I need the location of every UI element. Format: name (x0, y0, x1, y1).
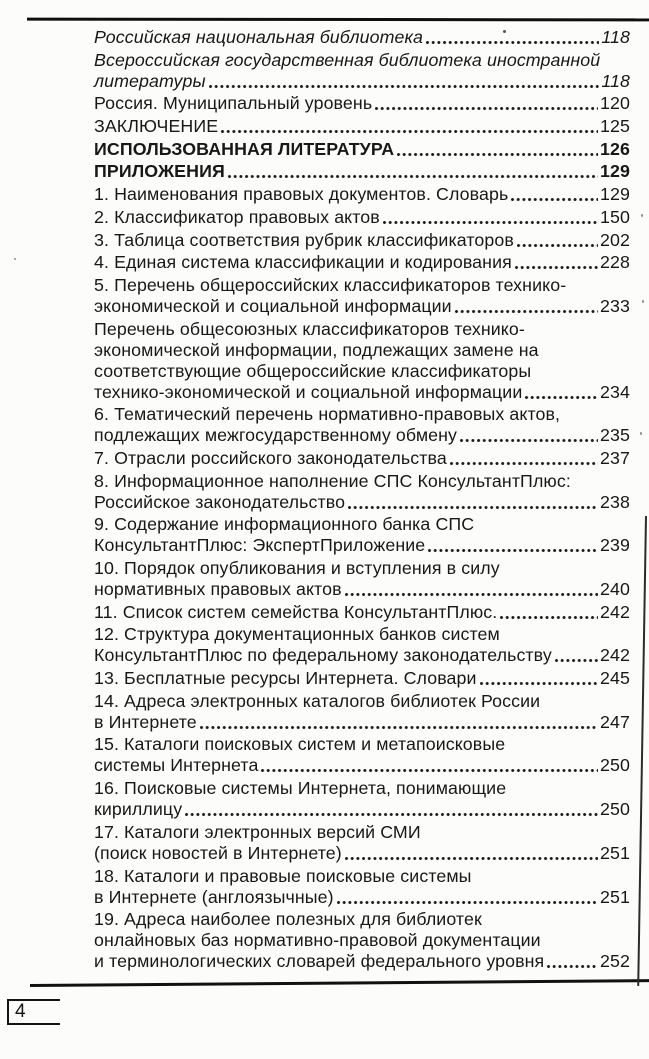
toc-entry-text: Российское законодательство (94, 491, 346, 512)
toc-entry (94, 230, 630, 251)
toc-entry (94, 93, 630, 114)
table-of-contents (94, 27, 630, 974)
toc-page-ref: 125 (600, 116, 630, 137)
toc-entry (94, 161, 630, 182)
toc-page-ref: 242 (600, 645, 630, 666)
dot-leader (511, 197, 598, 202)
toc-page-ref: 120 (600, 93, 630, 114)
dot-leader (450, 461, 598, 466)
toc-entry-text: 18. Каталоги и правовые поисковые системы (94, 865, 472, 886)
toc-entry-text: экономической и социальной информации (94, 295, 452, 316)
dot-leader (345, 592, 598, 597)
toc-entry (94, 139, 630, 160)
footer-page-number: 4 (15, 1001, 26, 1022)
toc-page-ref: 250 (600, 799, 630, 820)
toc-page-ref: 202 (600, 229, 630, 250)
dot-leader (209, 84, 600, 89)
toc-page-ref: 228 (600, 252, 630, 273)
toc-page-ref: 235 (600, 425, 630, 446)
toc-entry (94, 471, 630, 513)
toc-entry (94, 404, 630, 446)
toc-page-ref: 234 (600, 381, 630, 402)
page-edge-line (637, 516, 647, 986)
dot-leader (383, 220, 598, 225)
toc-page-ref: 237 (600, 447, 630, 468)
dot-leader (555, 658, 598, 663)
toc-entry-text: 10. Порядок опубликования и вступления в силу (94, 558, 500, 578)
toc-entry (94, 558, 630, 600)
dot-leader (428, 548, 598, 553)
toc-entry-text: системы Интернета (94, 755, 259, 776)
dot-leader (261, 768, 598, 773)
toc-entry (94, 734, 630, 776)
toc-entry-text: 13. Бесплатные ресурсы Интернета. Словари (94, 668, 477, 689)
toc-entry-text: 4. Единая система классификации и кодирования (94, 252, 512, 273)
footer-page-number-box (7, 999, 60, 1025)
scan-speck (641, 214, 643, 217)
toc-page-ref: 118 (601, 27, 630, 47)
toc-page-ref: 238 (600, 491, 630, 512)
dot-leader (515, 265, 598, 270)
toc-page-ref: 247 (600, 711, 630, 732)
toc-page-ref: 126 (600, 138, 630, 159)
toc-page-ref: 150 (600, 206, 630, 227)
toc-entry-text: 2. Классификатор правовых актов (94, 206, 380, 227)
toc-entry-text: (поиск новостей в Интернете) (94, 842, 342, 863)
dot-leader (221, 129, 598, 134)
toc-page-ref: 245 (600, 668, 630, 689)
toc-entry-text: 11. Список систем семейства КонсультантПлюс. (94, 601, 498, 622)
toc-entry-text: 9. Содержание информационного банка СПС (94, 514, 475, 535)
toc-page-ref: 242 (600, 601, 630, 622)
dot-leader (348, 505, 598, 510)
toc-entry (94, 668, 630, 689)
scan-speck (14, 258, 16, 260)
toc-entry-text: ПРИЛОЖЕНИЯ (94, 161, 225, 182)
bottom-rule (30, 979, 649, 987)
toc-page-ref: 118 (601, 70, 630, 91)
scan-speck (642, 300, 644, 303)
top-rule (27, 18, 649, 22)
toc-entry-text: 17. Каталоги электронных версий СМИ (94, 821, 421, 842)
toc-entry (94, 252, 630, 273)
toc-entry-text: Всероссийская государственная библиотека иностранной (94, 49, 601, 70)
toc-entry (94, 207, 630, 228)
dot-leader (375, 106, 598, 111)
dot-leader (517, 243, 598, 248)
toc-entry-text: 3. Таблица соответствия рубрик классификаторов (94, 229, 514, 250)
toc-entry (94, 514, 630, 556)
toc-entry-text: и терминологических словарей федерального уровня (94, 951, 545, 972)
dot-leader (337, 900, 598, 905)
scan-speck (503, 30, 506, 33)
scan-speck (640, 432, 642, 435)
toc-entry-text: 16. Поисковые системы Интернета, понимающие (94, 778, 507, 799)
toc-entry (94, 27, 630, 48)
toc-entry-text: Российская национальная библиотека (94, 27, 424, 47)
toc-entry (94, 822, 630, 864)
toc-entry (94, 909, 630, 972)
toc-entry (94, 50, 630, 92)
toc-entry-text: Россия. Муниципальный уровень (94, 93, 373, 114)
dot-leader (525, 395, 598, 400)
toc-entry-text: кириллицу (94, 799, 183, 820)
toc-entry-text: соответствующие общероссийские классификаторы (94, 360, 532, 381)
toc-entry-text: 8. Информационное наполнение СПС КонсультантПлюс: (94, 470, 571, 491)
toc-page-ref: 251 (600, 886, 630, 907)
toc-page-ref: 129 (600, 184, 630, 205)
dot-leader (500, 615, 598, 620)
toc-entry-text: в Интернете (англоязычные) (94, 886, 334, 907)
toc-page-ref: 240 (600, 579, 630, 599)
toc-entry-text: подлежащих межгосударственному обмену (94, 425, 458, 446)
toc-entry-text: КонсультантПлюс по федеральному законодательству (94, 645, 552, 666)
toc-entry-text: 19. Адреса наиболее полезных для библиотек (94, 909, 482, 930)
toc-entry-text: 6. Тематический перечень нормативно-правовых актов, (94, 404, 561, 425)
toc-page-ref: 233 (600, 295, 630, 316)
toc-entry-text: литературы (94, 70, 206, 91)
toc-entry-text: технико-экономической и социальной информации (94, 381, 523, 402)
toc-entry (94, 275, 630, 317)
toc-entry-text: 7. Отрасли российского законодательства (94, 447, 447, 468)
dot-leader (426, 40, 599, 45)
toc-entry (94, 184, 630, 205)
toc-entry-text: 14. Адреса электронных каталогов библиотек России (94, 690, 541, 711)
toc-entry-text: 5. Перечень общероссийских классификаторов технико- (94, 274, 567, 295)
toc-page-ref: 239 (600, 535, 630, 556)
toc-page-ref: 251 (600, 842, 630, 863)
dot-leader (455, 309, 598, 314)
toc-page-ref: 250 (600, 755, 630, 776)
toc-page-ref: 252 (600, 951, 630, 972)
toc-entry-text: КонсультантПлюс: ЭкспертПриложение (94, 535, 426, 556)
toc-entry-text: ИСПОЛЬЗОВАННАЯ ЛИТЕРАТУРА (94, 138, 395, 159)
toc-entry-text: Перечень общесоюзных классификаторов технико- (94, 318, 525, 339)
toc-entry-text: ЗАКЛЮЧЕНИЕ (94, 116, 219, 137)
toc-entry-text: онлайновых баз нормативно-правовой документации (94, 930, 541, 951)
dot-leader (228, 174, 598, 179)
toc-entry (94, 778, 630, 820)
toc-entry (94, 691, 630, 733)
toc-entry (94, 116, 630, 137)
toc-entry-text: 1. Наименования правовых документов. Словарь (94, 184, 509, 205)
dot-leader (397, 152, 598, 157)
dot-leader (345, 856, 598, 861)
toc-entry-text: нормативных правовых актов (94, 579, 342, 599)
toc-entry (94, 602, 630, 623)
toc-entry-text: 12. Структура документационных банков систем (94, 624, 500, 645)
toc-entry-text: экономической информации, подлежащих замене на (94, 339, 539, 360)
toc-page-ref: 129 (600, 161, 630, 182)
dot-leader (547, 964, 598, 969)
toc-entry-text: в Интернете (94, 711, 197, 732)
toc-entry (94, 866, 630, 908)
toc-entry (94, 624, 630, 666)
toc-entry-text: 15. Каталоги поисковых систем и метапоисковые (94, 734, 506, 755)
dot-leader (480, 681, 598, 686)
toc-entry (94, 319, 630, 403)
dot-leader (185, 812, 598, 817)
dot-leader (460, 438, 598, 443)
toc-entry (94, 448, 630, 469)
dot-leader (200, 725, 598, 730)
